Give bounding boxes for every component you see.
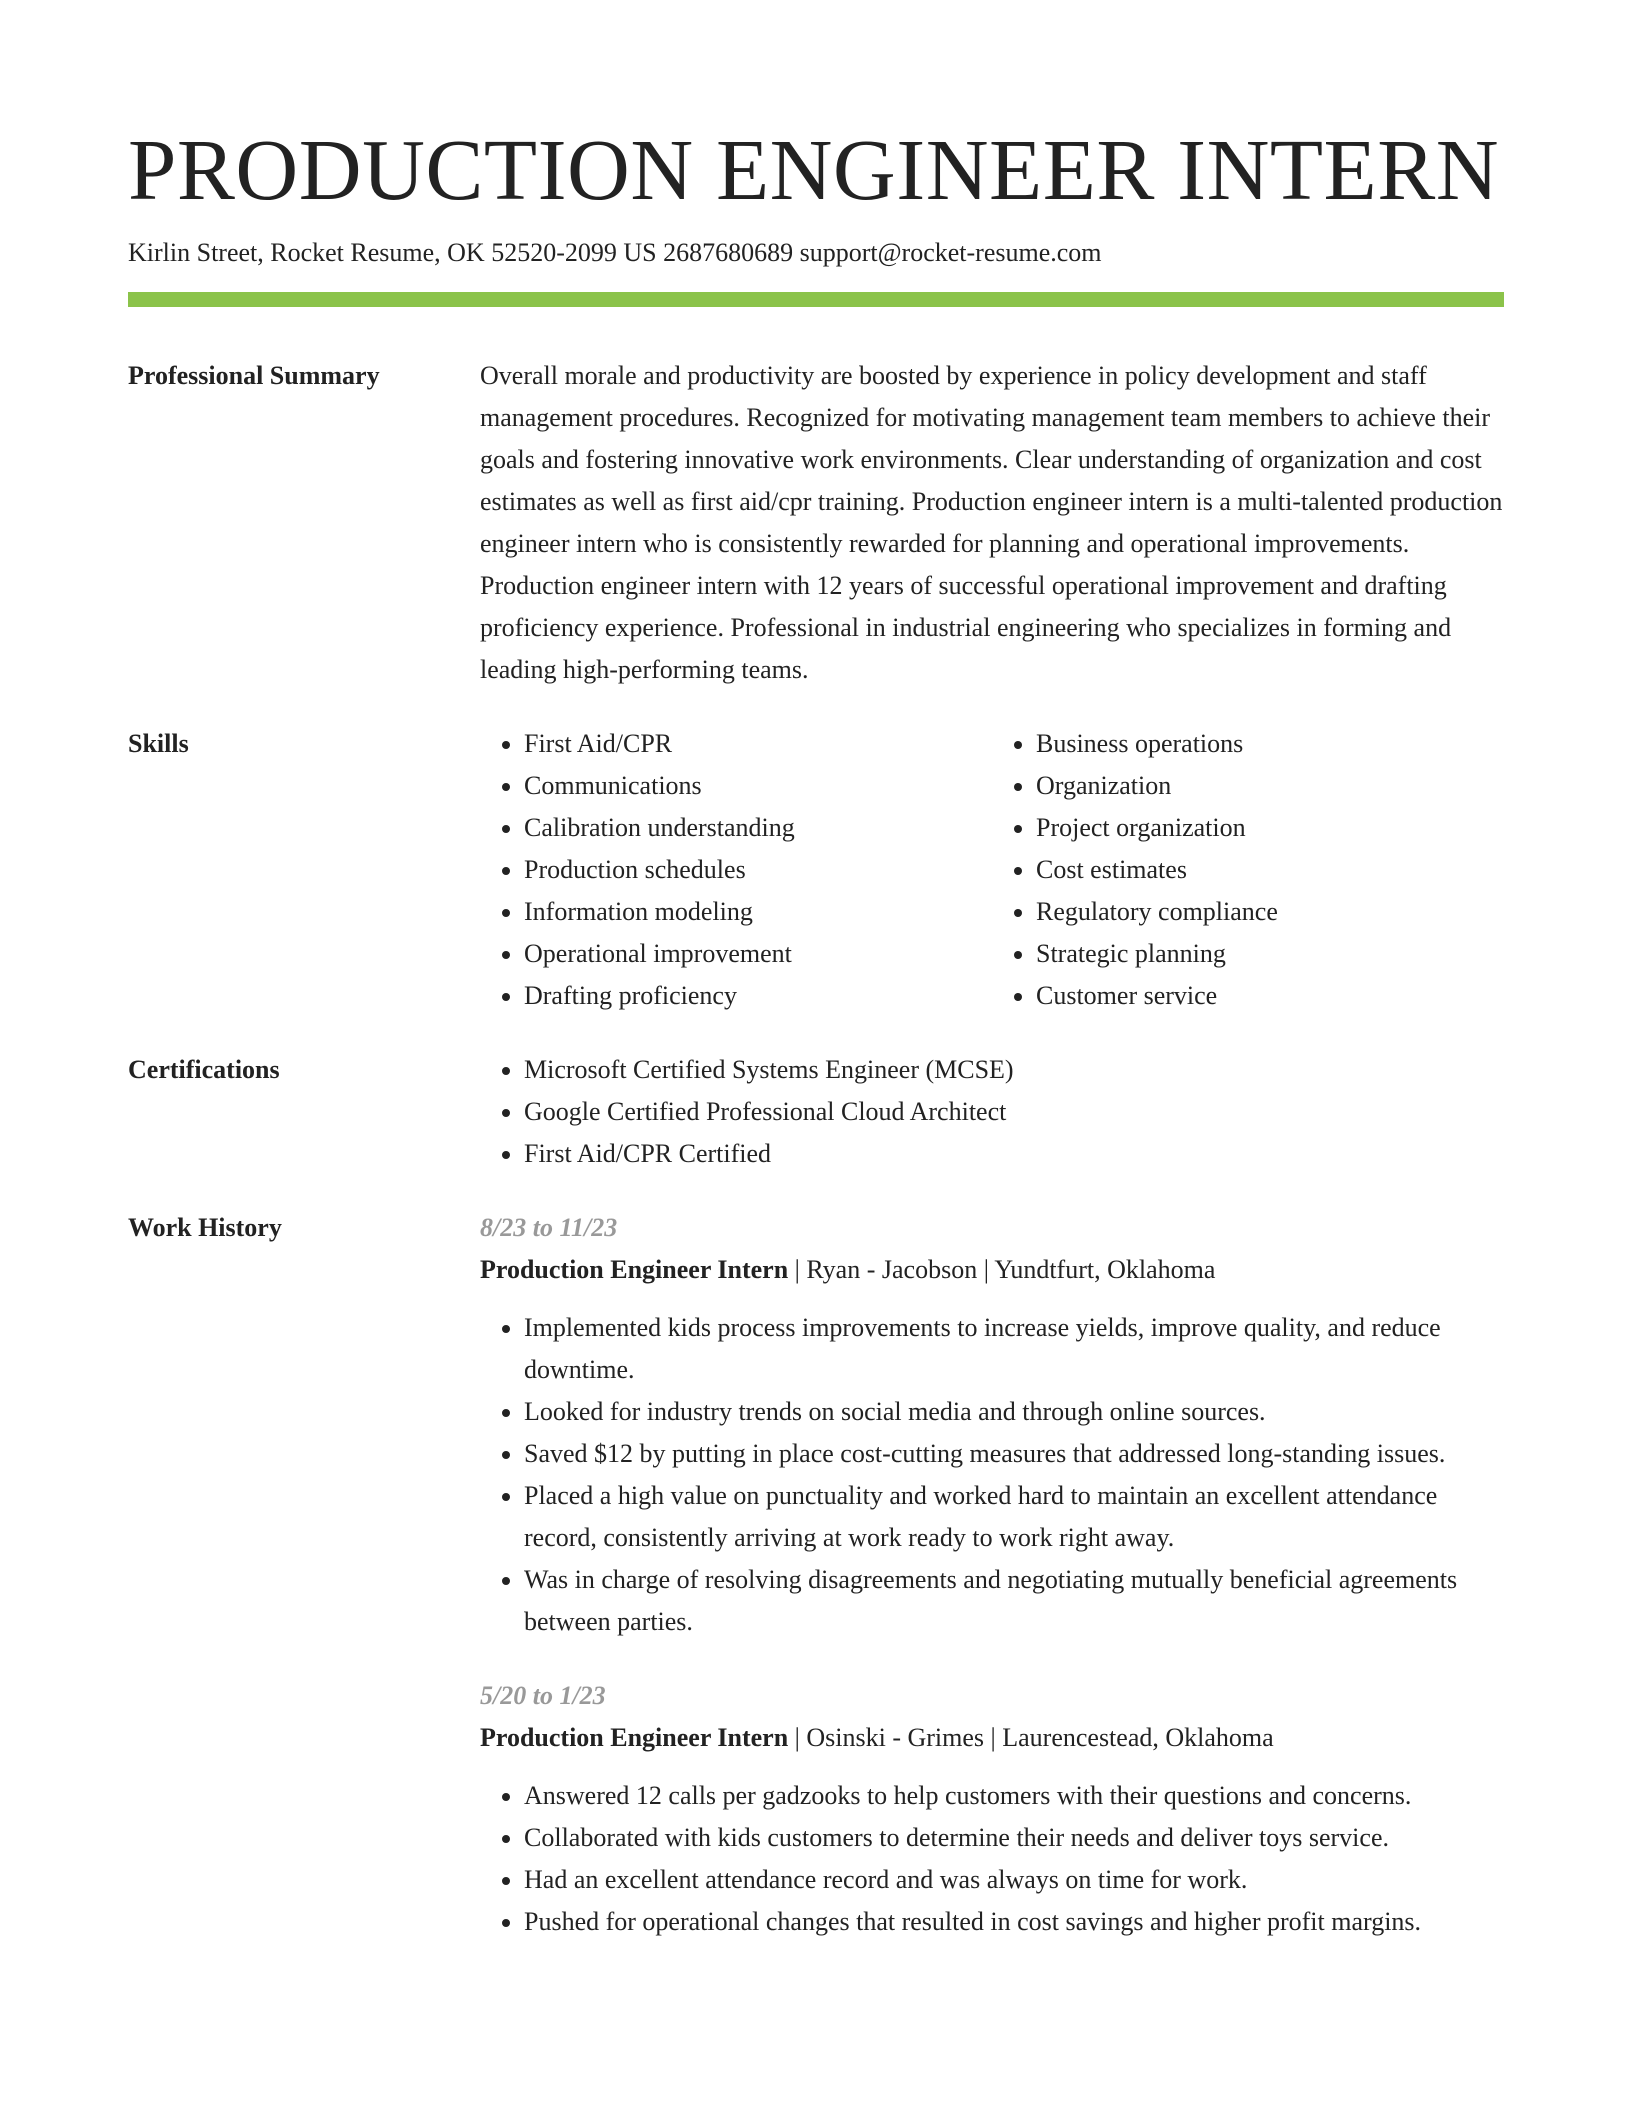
skill-item: • Cost estimates: [1036, 849, 1504, 891]
skill-item: • Communications: [524, 765, 992, 807]
accent-divider: [128, 292, 1504, 307]
work-history-heading: Work History: [128, 1213, 282, 1242]
job-title: Production Engineer Intern: [480, 1255, 789, 1284]
skill-item: • Production schedules: [524, 849, 992, 891]
skill-item: • Operational improvement: [524, 933, 992, 975]
job-dates: 8/23 to 11/23: [480, 1213, 618, 1242]
job-bullet: • Had an excellent attendance record and was always on time for work.: [524, 1859, 1504, 1901]
certifications-heading: Certifications: [128, 1055, 280, 1084]
resume-name: PRODUCTION ENGINEER INTERN: [128, 121, 1500, 218]
certification-item: • First Aid/CPR Certified: [524, 1133, 1504, 1175]
skill-item: • Organization: [1036, 765, 1504, 807]
job-bullet: • Saved $12 by putting in place cost-cutting measures that addressed long-standing issues.: [524, 1433, 1504, 1475]
certifications-list: [480, 1049, 1504, 1175]
job-bullet: • Implemented kids process improvements to increase yields, improve quality, and reduce downtime.: [524, 1307, 1504, 1391]
skill-item: • Business operations: [1036, 723, 1504, 765]
job-bullet: • Answered 12 calls per gadzooks to help customers with their questions and concerns.: [524, 1775, 1504, 1817]
job-heading: [480, 1249, 1504, 1291]
skill-item: • Strategic planning: [1036, 933, 1504, 975]
skill-item: • Project organization: [1036, 807, 1504, 849]
job-bullet: • Collaborated with kids customers to determine their needs and deliver toys service.: [524, 1817, 1504, 1859]
skill-item: • First Aid/CPR: [524, 723, 992, 765]
job-bullets: [480, 1775, 1504, 1943]
job-heading: [480, 1717, 1504, 1759]
skills-section: [128, 723, 1504, 1017]
job-bullet: • Placed a high value on punctuality and worked hard to maintain an excellent attendance record, consistently arriving at work ready to work right away.: [524, 1475, 1504, 1559]
work-history-section: [128, 1207, 1504, 1943]
job-employer-location: | Osinski - Grimes | Laurencestead, Oklahoma: [788, 1723, 1274, 1752]
job-bullets: [480, 1307, 1504, 1643]
summary-text: Overall morale and productivity are boosted by experience in policy development and staff management procedures. Recognized for motivating management team members to achieve their goals and fostering innovative work environments. Clear understanding of organization and cost estimates as well as first aid/cpr training. Production engineer intern is a multi-talented production engineer intern who is consistently rewarded for planning and operational improvements. Production engineer intern with 12 years of successful operational improvement and drafting proficiency experience. Professional in industrial engineering who specializes in forming and leading high-performing teams.: [480, 361, 1503, 684]
skill-item: • Drafting proficiency: [524, 975, 992, 1017]
skill-item: • Information modeling: [524, 891, 992, 933]
job-dates: 5/20 to 1/23: [480, 1681, 606, 1710]
job-entry: [480, 1207, 1504, 1643]
resume-page: [128, 118, 1504, 1943]
certification-item: • Microsoft Certified Systems Engineer (MCSE): [524, 1049, 1504, 1091]
contact-line: Kirlin Street, Rocket Resume, OK 52520-2099 US 2687680689 support@rocket-resume.com: [128, 238, 1102, 267]
summary-section: [128, 355, 1504, 691]
certifications-section: [128, 1049, 1504, 1175]
skills-list-right: [992, 723, 1504, 1017]
skill-item: • Regulatory compliance: [1036, 891, 1504, 933]
skill-item: • Customer service: [1036, 975, 1504, 1017]
summary-heading: Professional Summary: [128, 361, 380, 390]
skill-item: • Calibration understanding: [524, 807, 992, 849]
job-bullet: • Was in charge of resolving disagreements and negotiating mutually beneficial agreements between parties.: [524, 1559, 1504, 1643]
job-entry: [480, 1675, 1504, 1943]
job-bullet: • Pushed for operational changes that resulted in cost savings and higher profit margins.: [524, 1901, 1504, 1943]
skills-list-left: [480, 723, 992, 1017]
skills-heading: Skills: [128, 729, 189, 758]
certification-item: • Google Certified Professional Cloud Architect: [524, 1091, 1504, 1133]
job-bullet: • Looked for industry trends on social media and through online sources.: [524, 1391, 1504, 1433]
job-employer-location: | Ryan - Jacobson | Yundtfurt, Oklahoma: [788, 1255, 1216, 1284]
job-title: Production Engineer Intern: [480, 1723, 789, 1752]
